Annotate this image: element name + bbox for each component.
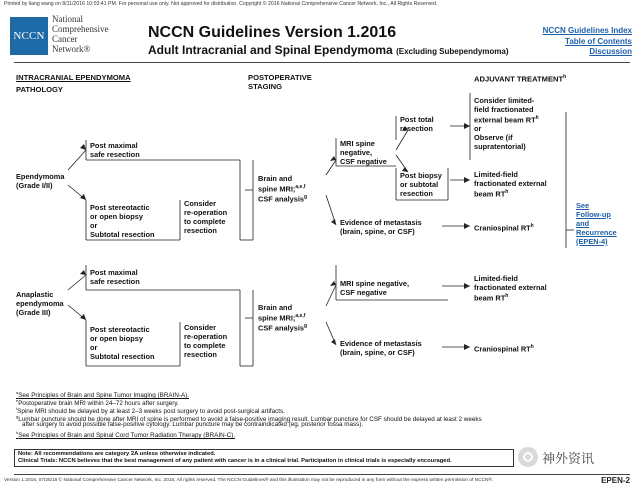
post-biopsy-subtotal: Post biopsy or subtotal resection <box>400 171 442 198</box>
wechat-icon <box>518 447 538 467</box>
guidelines-version-title: NCCN Guidelines Version 1.2016 <box>148 24 397 41</box>
limited-field-rt-top: Limited-field fractionated external beam $RT^h$ <box>474 170 547 199</box>
note-box <box>14 449 514 467</box>
limited-field-rt-bottom: Limited-field fractionated external beam $RT^h$ <box>474 274 547 303</box>
postop-staging-header: POSTOPERATIVE STAGING <box>248 73 312 91</box>
nccn-logo: NCCN <box>10 17 48 55</box>
craniospinal-rt-bottom: Craniospinal $RT^h$ <box>474 344 534 354</box>
footnote-g-continued: after surgery to avoid possible false-positive cytology. Lumbar puncture may be contraindicated (eg, posterior fossa mass). <box>22 421 364 428</box>
mri-negative-top: MRI spine negative, CSF negative <box>340 139 387 166</box>
post-stereotactic-biopsy-bottom: Post stereotactic or open biopsy or Subtotal resection <box>90 325 155 361</box>
logo-line: Network® <box>52 44 91 54</box>
logo-line: Comprehensive <box>52 24 109 34</box>
table-of-contents-link[interactable]: Table of Contents <box>565 36 632 46</box>
post-total-resection: Post total resection <box>400 115 434 133</box>
consider-reoperation-bottom: Consider re-operation to complete resection <box>184 323 228 359</box>
printed-by-notice: Printed by liang wang on 8/11/2016 10:03:41 PM. For personal use only. Not approved for distribution. Copyright © 2016 National Comprehensive Cancer Network, Inc., All Rights Reserved. <box>4 1 438 7</box>
footnote-g: $^g$Lumbar puncture should be done after MRI of spine is performed to avoid a false-positive imaging result. Lumbar puncture for CSF should be delayed at least 2 weeks <box>16 414 482 424</box>
guidelines-index-link[interactable]: NCCN Guidelines Index <box>542 26 632 35</box>
mri-negative-bottom: MRI spine negative, CSF negative <box>340 279 409 297</box>
watermark-text: 神外资讯 <box>542 450 595 466</box>
ependymoma-grade-1-2: Ependymoma (Grade I/II) <box>16 172 65 190</box>
consider-reoperation-top: Consider re-operation to complete resection <box>184 199 228 235</box>
brain-spine-mri-top: Brain and spine MRI;$^{a,e,f}$ CSF analysis$^g$ <box>258 174 308 204</box>
page-id: EPEN-2 <box>601 476 630 485</box>
follow-up-recurrence-link[interactable]: See Follow-up and Recurrence (EPEN-4) <box>576 201 617 246</box>
footnote-h-link[interactable]: $^h$See Principles of Brain and Spinal Cord Tumor Radiation Therapy (BRAIN-C). <box>16 430 236 440</box>
brain-spine-mri-bottom: Brain and spine MRI;$^{a,e,f}$ CSF analysis$^g$ <box>258 303 308 333</box>
footnote-a-link[interactable]: $^a$See Principles of Brain and Spine Tumor Imaging (BRAIN-A). <box>16 390 190 400</box>
craniospinal-rt-top: Craniospinal $RT^h$ <box>474 223 534 233</box>
consider-limited-field-rt: Consider limited- field fractionated external beam $RT^h$ or Observe (if supratentorial) <box>474 96 539 152</box>
post-maximal-resection-bottom: Post maximal safe resection <box>90 268 140 286</box>
anaplastic-ependymoma-grade-3: Anaplastic ependymoma (Grade III) <box>16 290 64 317</box>
adjuvant-treatment-header: ADJUVANT TREATMENT$^h$ <box>474 74 567 84</box>
page-title-sub: (Excluding Subependymoma) <box>396 47 509 56</box>
evidence-metastasis-top: Evidence of metastasis (brain, spine, or CSF) <box>340 218 422 236</box>
logo-line: National <box>52 14 83 24</box>
logo-line: Cancer <box>52 34 78 44</box>
footnote-f: $^f$Spine MRI should be delayed by at least 2–3 weeks post surgery to avoid post-surgical artifacts. <box>16 406 285 416</box>
watermark <box>518 447 594 467</box>
page-title-main: Adult Intracranial and Spinal Ependymoma <box>148 43 393 57</box>
footnote-e: $^e$Postoperative brain MRI within 24–72 hours after surgery. <box>16 398 179 408</box>
footer-copyright: Version 1.2016, 07/25/16 © National Comprehensive Cancer Network, Inc. 2016, All rights reserved. The NCCN Guidelines® and this illustration may not be reproduced in any form without the express written permission of NCCN®. <box>4 478 494 483</box>
evidence-metastasis-bottom: Evidence of metastasis (brain, spine, or CSF) <box>340 339 422 357</box>
discussion-link[interactable]: Discussion <box>589 47 632 56</box>
pathology-header: PATHOLOGY <box>16 85 63 94</box>
intracranial-header: INTRACRANIAL EPENDYMOMA <box>16 73 131 82</box>
note-clinical-trials: Clinical Trials: NCCN believes that the best management of any patient with cancer is in a clinical trial. Participation in clinical trials is especially encouraged. <box>18 458 452 465</box>
footer-divider <box>14 474 630 475</box>
note-category: Note: All recommendations are category 2A unless otherwise indicated. <box>18 451 216 457</box>
post-maximal-resection-top: Post maximal safe resection <box>90 141 140 159</box>
post-stereotactic-biopsy-top: Post stereotactic or open biopsy or Subtotal resection <box>90 203 155 239</box>
